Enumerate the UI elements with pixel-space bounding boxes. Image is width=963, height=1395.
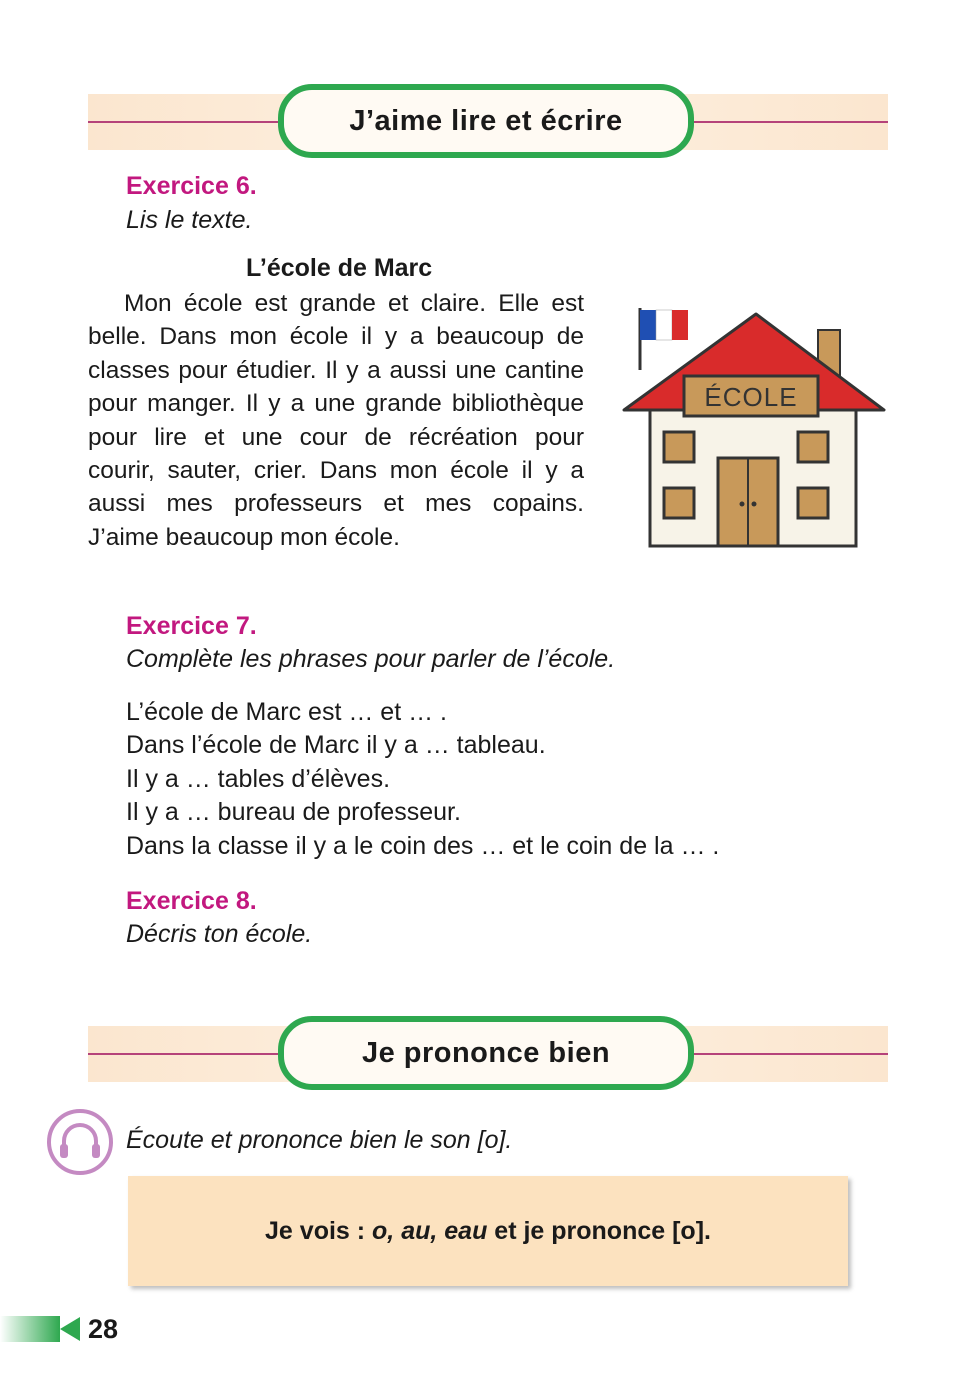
window (664, 488, 694, 518)
story-paragraph: Mon école est grande et claire. Elle est belle. Dans mon école il y a beaucoup de classes pour étudier. Il y a aussi une cantine pour manger. Il y a une grande bibliothèque pour lire et une cour de récréation pour courir, sauter, crier. Dans mon école il y a aussi mes professeurs et mes copains. J’aime beaucoup mon école. (88, 290, 584, 551)
page-number: 28 (88, 1314, 119, 1344)
pronunciation-rule-box (128, 1176, 848, 1286)
headphones-icon (46, 1108, 114, 1176)
exercise-7-sentences (126, 696, 719, 863)
banner-line-left (88, 121, 288, 123)
section-title: Je prononce bien (278, 1016, 694, 1090)
window (664, 432, 694, 462)
window (798, 488, 828, 518)
sentence-item: Il y a … bureau de professeur. (126, 798, 461, 827)
page-arrow-icon (60, 1317, 80, 1341)
school-sign-text: ÉCOLE (704, 382, 798, 412)
sentence-item: Dans l’école de Marc il y a … tableau. (126, 731, 546, 760)
exercise-6-title: Exercice 6. (126, 172, 257, 200)
window (798, 432, 828, 462)
exercise-7-instruction: Complète les phrases pour parler de l’école. (126, 645, 616, 673)
listen-instruction: Écoute et prononce bien le son [o]. (126, 1126, 513, 1154)
sentence-item: L’école de Marc est … et … . (126, 698, 447, 726)
rule-letters: o, au, eau (372, 1216, 488, 1245)
exercise-7-title: Exercice 7. (126, 612, 257, 640)
banner-line-left (88, 1053, 288, 1055)
page-number-bar (0, 1316, 60, 1342)
banner-line-right (688, 1053, 888, 1055)
banner-line-right (688, 121, 888, 123)
sentence-item: Dans la classe il y a le coin des … et le coin de la … . (126, 831, 720, 860)
story-text-block (88, 287, 584, 554)
section-title: J’aime lire et écrire (278, 84, 694, 158)
exercise-8-title: Exercice 8. (126, 887, 257, 915)
rule-suffix: et je prononce [o]. (487, 1216, 711, 1245)
story-title: L’école de Marc (246, 254, 433, 282)
exercise-6-instruction: Lis le texte. (126, 206, 253, 234)
sentence-item: Il y a … tables d’élèves. (126, 764, 391, 793)
school-illustration (618, 300, 888, 550)
rule-prefix: Je vois : (265, 1216, 373, 1245)
exercise-8-instruction: Décris ton école. (126, 920, 313, 948)
french-flag-icon (640, 310, 688, 340)
